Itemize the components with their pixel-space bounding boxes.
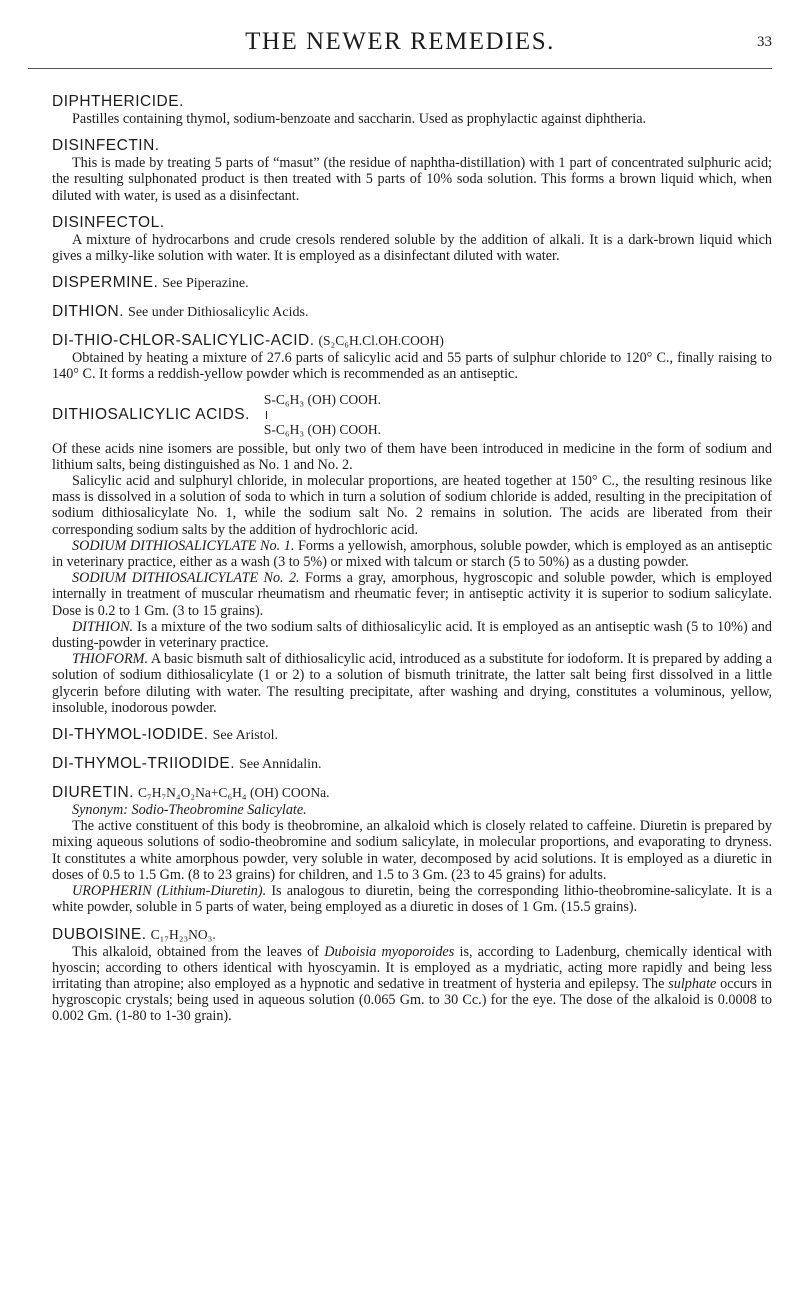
header-rule (28, 68, 772, 69)
text-run: is, according to Ladenburg, chemically identical with hyoscin; according to others identical with hyoscyamin. It is employed as a mydriatic, acting more rapidly and being less irritating than atropine; also employed as a hypnotic and sedative in treatment of hysteria and epilepsy. The (52, 943, 772, 992)
entry-heading: DISPERMINE. (52, 274, 159, 292)
subentry-uropherin (52, 883, 772, 915)
subentry-name: UROPHERIN (Lithium-Diuretin). (72, 883, 267, 900)
subentry-text: A basic bismuth salt of dithiosalicylic acid, introduced as a substitute for iodoform. It is prepared by adding a solution of sodium dithiosalicylate (1 or 2) to a solution of bismuth trinitrate, the latter salt being first dissolved in a little glycerin before diluting with water. The resulting precipitate, after washing and drying, constitutes a voluminous, yellow, insoluble, inodorous powder. (52, 651, 773, 716)
page-number: 33 (757, 34, 772, 50)
subentry-text: Is analogous to diuretin, being the corresponding lithio-theobromine-salicylate. It is a white powder, soluble in 5 parts of water, being employed as a diuretic in doses of 1 Gm. (15.5 grains). (52, 883, 773, 916)
subentry-text: Forms a gray, amorphous, hygroscopic and soluble powder, which is employed internally in treatment of muscular rheumatism and rheumatic fever; in antiseptic activity it is superior to sodium salicylate. Dose is 0.2 to 1 Gm. (3 to 15 grains). (52, 570, 773, 619)
subentry-text: Forms a yellowish, amorphous, soluble powder, which is employed as an antiseptic in veterinary practice, either as a wash (3 to 5%) or mixed with talcum or starch (5 to 50%) as a dusting powder. (52, 537, 773, 571)
entry-text (52, 944, 772, 1025)
plant-name: Duboisia myoporoides (324, 943, 455, 960)
chemical-formula: (S₂C₆H.Cl.OH.COOH) (318, 333, 444, 349)
entry-dithion-ref (52, 302, 772, 322)
entry-text: This is made by treating 5 parts of “masut” (the residue of naphtha-distillation) with 1 part of concentrated sulphuric acid; the resulting sulphonated product is then treated with 5 parts of 10% soda solution. This forms a brown liquid which, when diluted with water, is used as a disinfectant. (52, 155, 772, 204)
entry-dithiochlor (52, 331, 772, 382)
formula-line-top: S-C₆H₃ (OH) COOH. (263, 391, 381, 407)
bond-line (266, 411, 267, 419)
text-run: occurs in hygroscopic crystals; being used in aqueous solution (0.065 Gm. to 30 Cc.) for the eye. The dose of the alkaloid is 0.0008 to 0.002 Gm. (1-80 to 1-30 grain). (52, 975, 772, 1025)
entry-heading: DI-THYMOL-IODIDE. (52, 726, 209, 744)
subentry-name: SODIUM DITHIOSALICYLATE No. 1. (72, 537, 295, 554)
synonym-line: Synonym: Sodio-Theobromine Salicylate. (72, 802, 307, 819)
entry-text: Of these acids nine isomers are possible, but only two of them have been introduced in medicine in the form of sodium and lithium salts, being distinguished as No. 1 and No. 2. (52, 440, 772, 473)
entry-heading: DIURETIN. (52, 784, 134, 802)
cross-reference: See Annidalin. (239, 757, 322, 773)
entry-heading: DISINFECTIN. (52, 137, 160, 155)
entry-heading: DI-THIO-CHLOR-SALICYLIC-ACID. (52, 332, 315, 350)
cross-reference: See Piperazine. (162, 276, 249, 292)
cross-reference: See under Dithiosalicylic Acids. (128, 305, 309, 321)
entry-text: The active constituent of this body is theobromine, an alkaloid which is closely related to caffeine. Diuretin is prepared by mixing aqueous solutions of sodio-theobromine and sodium salicylate, in molecular proportions, and evaporating to dryness. It constitutes a white amorphous powder, very soluble in water, decomposed by acid solutions. It is employed as a diuretic in doses of 0.5 to 1.5 Gm. (8 to 23 grains) for children, and 1.5 to 3 Gm. (23 to 45 grains) for adults. (52, 818, 772, 883)
entry-diphthericide (52, 92, 772, 127)
entry-disinfectol (52, 213, 772, 264)
subentry-thioform (52, 651, 772, 716)
entry-diuretin (52, 783, 772, 915)
entry-dithymol-iodide (52, 725, 772, 745)
subentry-name: SODIUM DITHIOSALICYLATE No. 2. (72, 570, 300, 587)
text-run: This alkaloid, obtained from the leaves of (72, 943, 325, 960)
entry-heading: DI-THYMOL-TRIIODIDE. (52, 755, 236, 773)
subentry-text: Is a mixture of the two sodium salts of dithiosalicylic acid. It is employed as an antiseptic wash (5 to 10%) and dusting-powder in veterinary practice. (52, 618, 772, 652)
chemical-formula: C₇H₇N₄O₂Na+C₆H₄ (OH) COONa. (138, 785, 330, 801)
entry-heading: DISINFECTOL. (52, 213, 165, 231)
entry-text: Obtained by heating a mixture of 27.6 parts of salicylic acid and 55 parts of sulphur chloride to 120° C., finally raising to 140° C. It forms a reddish-yellow powder which is recommended as an antiseptic. (52, 350, 772, 383)
running-title: THE NEWER REMEDIES. (245, 28, 555, 55)
entry-text: Salicylic acid and sulphuryl chloride, in molecular proportions, are heated together at 150° C., the resulting resinous like mass is dissolved in a solution of soda to which in turn a solution of sodium chloride is added, resulting in the precipitation of sodium dithiosalicylate No. 1, while the sodium salt No. 2 remains in solution. The acids are liberated from their corresponding sodium salts by the addition of hydrochloric acid. (52, 473, 772, 538)
subentry-dithion (52, 619, 772, 651)
entry-text: A mixture of hydrocarbons and crude cresols rendered soluble by the addition of alkali. It is a dark-brown liquid which gives a milky-like solution with water. It is employed as a disinfectant diluted with water. (52, 231, 772, 265)
structural-formula-block (52, 392, 772, 437)
entry-dispermine (52, 273, 772, 293)
cross-reference: See Aristol. (212, 728, 278, 744)
entry-dithymol-triiodide (52, 754, 772, 774)
entry-heading: DUBOISINE. (52, 925, 147, 943)
structural-formula (264, 392, 381, 437)
subentry-name: DITHION. (72, 618, 134, 635)
entry-duboisine (52, 925, 772, 1025)
subentry-sodium-2 (52, 570, 772, 619)
entry-heading: DITHIOSALICYLIC ACIDS. (52, 405, 250, 423)
page-content (52, 92, 772, 1034)
page-header (0, 28, 800, 68)
entry-disinfectin (52, 136, 772, 204)
entry-heading: DITHION. (52, 303, 125, 321)
chemical-formula: C₁₇H₂₃NO₃. (150, 926, 216, 942)
subentry-sodium-1 (52, 538, 772, 570)
formula-line-bottom: S-C₆H₃ (OH) COOH. (263, 421, 381, 437)
entry-heading: DIPHTHERICIDE. (52, 93, 184, 110)
subentry-name: THIOFORM. (72, 651, 149, 668)
entry-text: Pastilles containing thymol, sodium-benzoate and saccharin. Used as prophylactic against diphtheria. (72, 111, 647, 127)
entry-dithiosalicylic (52, 392, 772, 716)
salt-name: sulphate (668, 975, 717, 992)
